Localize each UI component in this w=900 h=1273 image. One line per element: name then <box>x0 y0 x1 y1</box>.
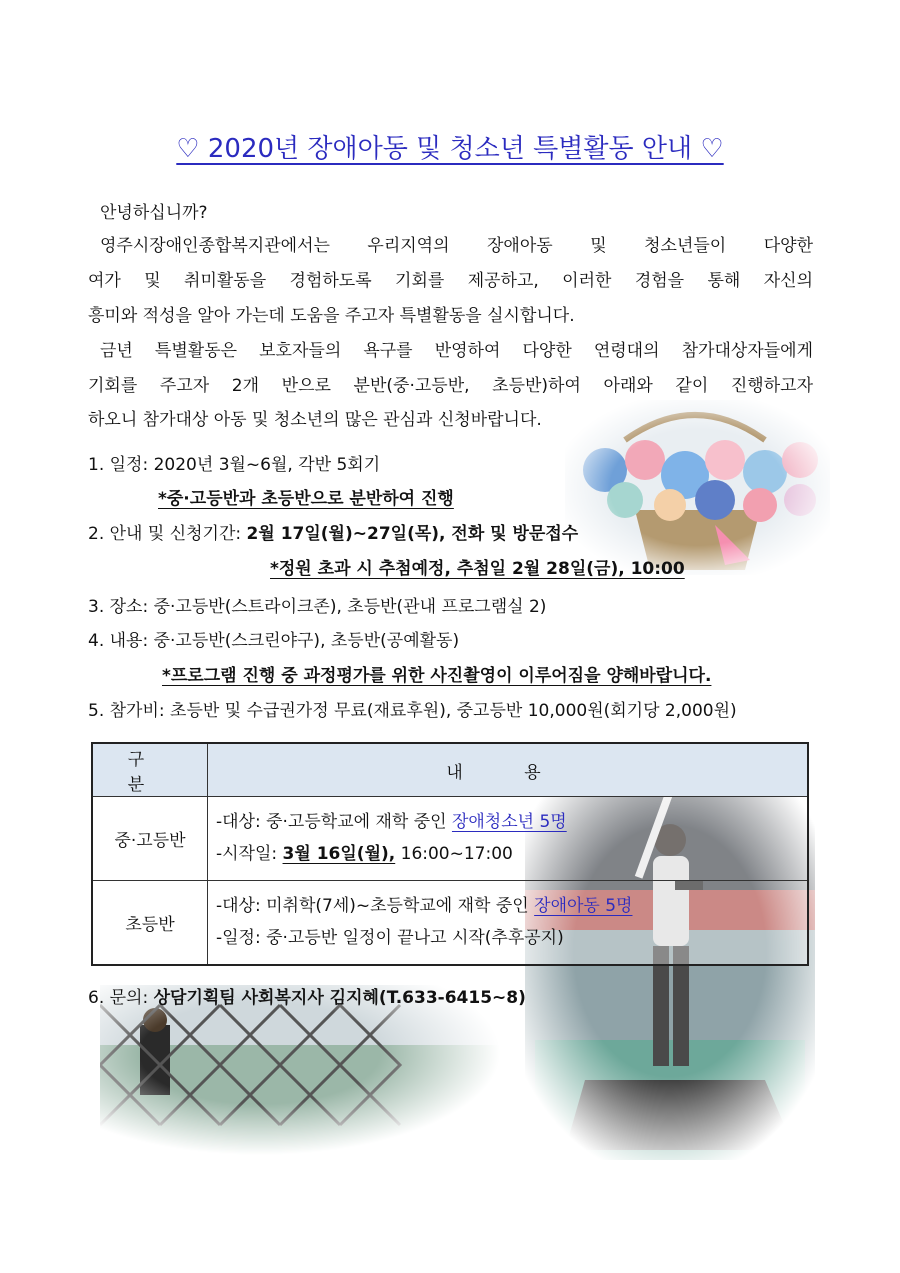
item-content: 4. 내용: 중·고등반(스크린야구), 초등반(공예활동) <box>88 631 460 651</box>
apply-period: 2월 17일(월)~27일(목), 전화 및 방문접수 <box>246 524 579 544</box>
second-line-2: 기회를 주고자 2개 반으로 분반(중·고등반, 초등반)하여 아래와 같이 진행하고자 <box>88 376 813 396</box>
target-highlight: 장애아동 5명 <box>534 896 633 917</box>
table-row <box>92 797 808 881</box>
row-category-middle-high: 중·고등반 <box>92 797 208 881</box>
intro-line-3: 흥미와 적성을 알아 가는데 도움을 주고자 특별활동을 실시합니다. <box>88 306 575 326</box>
start-date: 3월 16일(월), <box>282 844 396 865</box>
item-apply <box>88 524 578 544</box>
target-line <box>216 806 806 838</box>
item-contact <box>88 988 526 1008</box>
second-line-3: 하오니 참가대상 아동 및 청소년의 많은 관심과 신청바랍니다. <box>88 410 542 430</box>
target-line <box>216 890 806 922</box>
start-label: -시작일: <box>216 844 283 865</box>
table-row <box>92 880 808 965</box>
flower-basket-image <box>565 400 830 575</box>
row-content-elementary <box>208 880 809 965</box>
contact-label: 6. 문의: <box>88 988 154 1008</box>
row-category-elementary: 초등반 <box>92 880 208 965</box>
second-line-1: 금년 특별활동은 보호자들의 욕구를 반영하여 다양한 연령대의 참가대상자들에게 <box>100 341 813 361</box>
item-schedule: 1. 일정: 2020년 3월~6월, 각반 5회기 <box>88 455 381 475</box>
row-content-middle-high <box>208 797 809 881</box>
schedule-note: *중·고등반과 초등반으로 분반하여 진행 <box>158 489 454 509</box>
schedule-text: -일정: 중·고등반 일정이 끝나고 시작(추후공지) <box>216 928 564 949</box>
intro-line-1: 영주시장애인종합복지관에서는 우리지역의 장애아동 및 청소년들이 다양한 <box>100 236 813 256</box>
item-place: 3. 장소: 중·고등반(스트라이크존), 초등반(관내 프로그램실 2) <box>88 597 547 617</box>
target-highlight: 장애청소년 5명 <box>451 812 567 833</box>
intro-line-2: 여가 및 취미활동을 경험하도록 기회를 제공하고, 이러한 경험을 통해 자신의 <box>88 271 813 291</box>
program-table <box>91 742 809 966</box>
table-header-row <box>92 743 808 797</box>
page-title: ♡ 2020년 장애아동 및 청소년 특별활동 안내 ♡ <box>176 134 724 164</box>
greeting: 안녕하십니까? <box>100 203 208 223</box>
start-time: 16:00~17:00 <box>395 844 513 865</box>
apply-note: *정원 초과 시 추첨예정, 추첨일 2월 28일(금), 10:00 <box>270 559 685 579</box>
item-fee: 5. 참가비: 초등반 및 수급권가정 무료(재료후원), 중고등반 10,000원(회기당 2,000원) <box>88 701 737 721</box>
target-label: -대상: 미취학(7세)~초등학교에 재학 중인 <box>216 896 535 917</box>
contact-info: 상담기획팀 사회복지사 김지혜(T.633-6415~8) <box>153 988 526 1008</box>
schedule-line <box>216 922 806 954</box>
batting-cage-fence-image <box>100 985 500 1155</box>
start-line <box>216 838 806 870</box>
target-label: -대상: 중·고등학교에 재학 중인 <box>216 812 452 833</box>
header-category: 구 분 <box>92 743 208 797</box>
header-content: 내 용 <box>208 743 809 797</box>
content-note: *프로그램 진행 중 과정평가를 위한 사진촬영이 이루어짐을 양해바랍니다. <box>162 666 712 686</box>
apply-label: 2. 안내 및 신청기간: <box>88 524 247 544</box>
